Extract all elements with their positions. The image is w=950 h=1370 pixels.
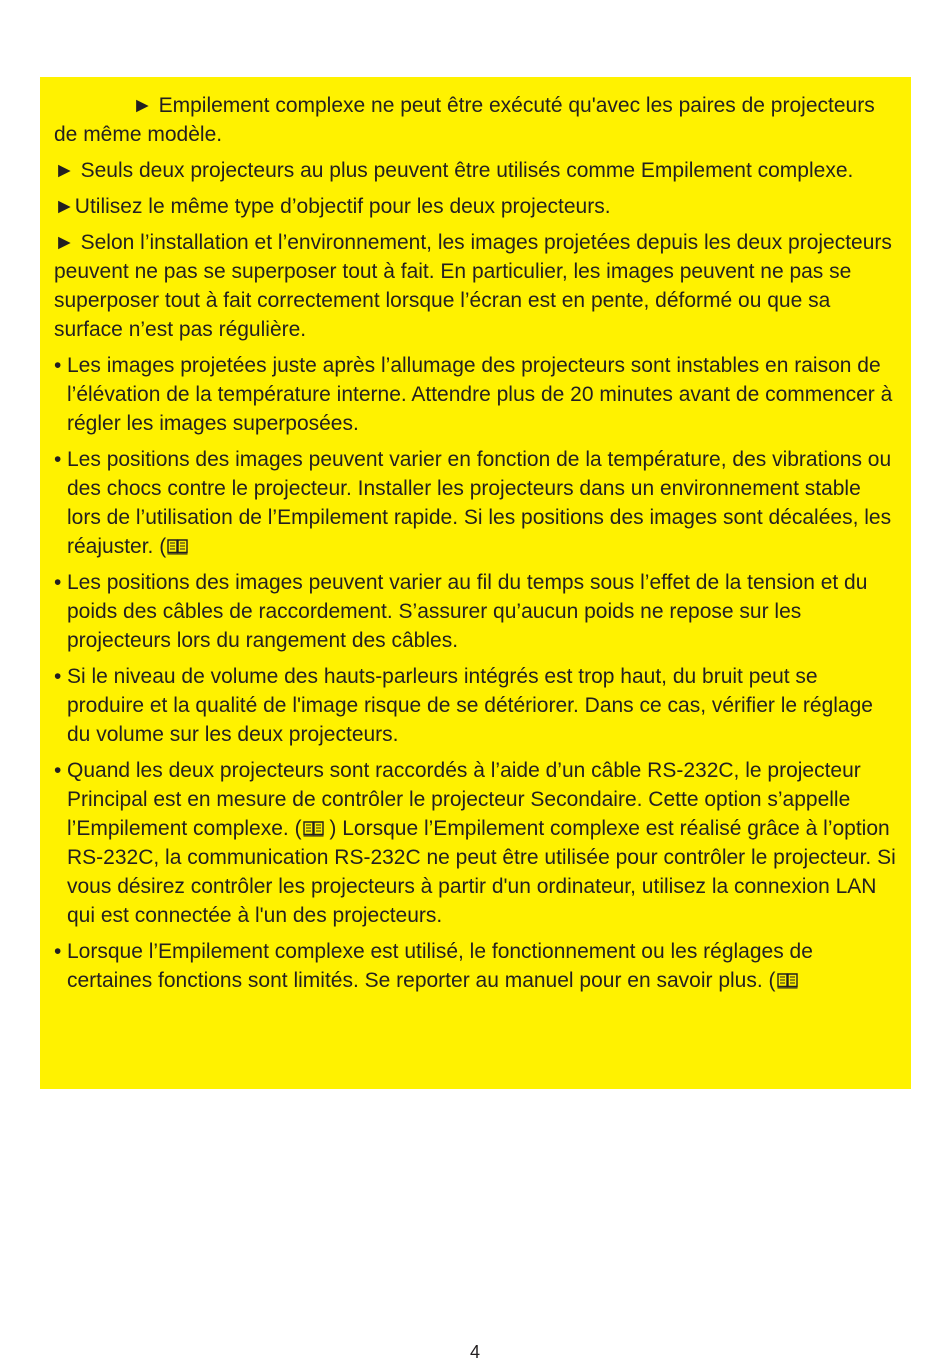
bullet-dot: • bbox=[54, 940, 62, 963]
bullet-item bbox=[54, 662, 897, 749]
bullet-item bbox=[54, 937, 897, 995]
bullet-text: Les images projetées juste après l’allumage des projecteurs sont instables en raison de l’élévation de la température interne. Attendre plus de 20 minutes avant de commencer à régler les images superposées. bbox=[67, 354, 893, 435]
book-icon[interactable] bbox=[777, 972, 798, 989]
bullet-dot: • bbox=[54, 665, 62, 688]
page-number: 4 bbox=[469, 1342, 480, 1362]
bullet-dot: • bbox=[54, 448, 62, 471]
bullet-text: Les positions des images peuvent varier en fonction de la température, des vibrations ou des chocs contre le projecteur. Installer les projecteurs dans un environnement stable lors de l’utilisation de l’Empilement rapide. Si les positions des images sont décalées, les réajuster. ( bbox=[67, 448, 892, 558]
bullet-text: Les positions des images peuvent varier au fil du temps sous l’effet de la tension et du poids des câbles de raccordement. S’assurer qu’aucun poids ne repose sur les projecteurs lors du rangement des câbles. bbox=[67, 571, 868, 652]
note-intro-3: ►Utilisez le même type d’objectif pour les deux projecteurs. bbox=[54, 195, 611, 218]
bullet-text: Lorsque l’Empilement complexe est utilisé, le fonctionnement ou les réglages de certaines fonctions sont limités. Se reporter au manuel pour en savoir plus. ( bbox=[67, 940, 813, 992]
note-intro-4: ► Selon l’installation et l’environnement, les images projetées depuis les deux projecteurs peuvent ne pas se superposer tout à fait. En particulier, les images peuvent ne pas se superposer tout à fait correctement lorsque l’écran est en pente, déformé ou que sa surface n’est pas régulière. bbox=[54, 231, 892, 341]
bullet-dot: • bbox=[54, 759, 62, 782]
bullet-item bbox=[54, 445, 897, 561]
note-intro-2: ► Seuls deux projecteurs au plus peuvent être utilisés comme Empilement complexe. bbox=[54, 159, 854, 182]
bullet-item bbox=[54, 756, 897, 930]
bullet-dot: • bbox=[54, 571, 62, 594]
book-icon[interactable] bbox=[303, 820, 324, 837]
bullet-text: ) Lorsque l’Empilement complexe est réalisé grâce à l’option RS-232C, la communication RS-232C ne peut être utilisée pour contrôler le projecteur. Si vous désirez contrôler les projecteurs à partir d'un ordinateur, utilisez la connexion LAN qui est connectée à l'un des projecteurs. bbox=[67, 817, 896, 927]
book-icon[interactable] bbox=[167, 538, 188, 555]
note-box bbox=[40, 77, 911, 1089]
note-intro-1: ► Empilement complexe ne peut être exécuté qu'avec les paires de projecteurs de même modèle. bbox=[54, 94, 875, 146]
bullet-item bbox=[54, 568, 897, 655]
bullet-dot: • bbox=[54, 354, 62, 377]
bullet-item bbox=[54, 351, 897, 438]
bullet-text: Si le niveau de volume des hauts-parleurs intégrés est trop haut, du bruit peut se produire et la qualité de l'image risque de se détériorer. Dans ce cas, vérifier le réglage du volume sur les deux projecteurs. bbox=[67, 665, 873, 746]
bullet-text: Quand les deux projecteurs sont raccordés à l’aide d’un câble RS-232C, le projecteur Principal est en mesure de contrôler le projecteur Secondaire. Cette option s’appelle l’Empilement complexe. ( bbox=[67, 759, 861, 840]
